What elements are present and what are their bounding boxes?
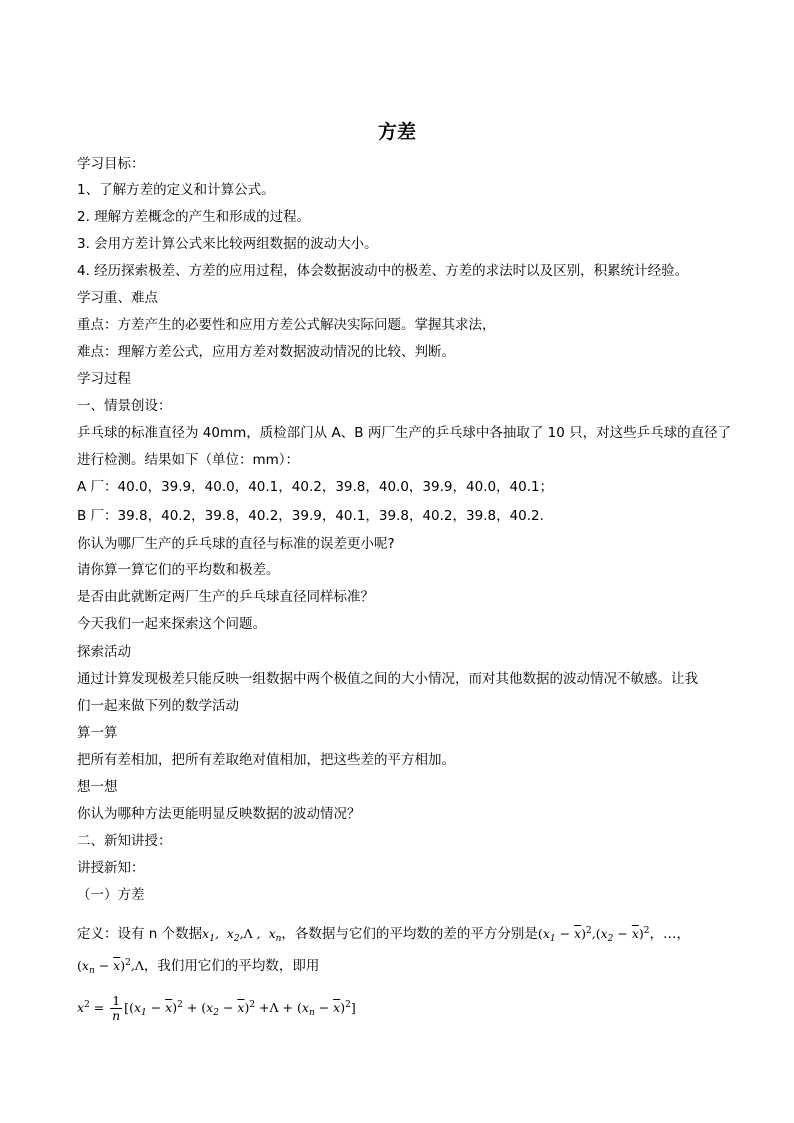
text-line: 通过计算发现极差只能反映一组数据中两个极值之间的大小情况，而对其他数据的波动情况不敏感。让我 <box>77 671 698 687</box>
definition-text-2: ，各数据与它们的平均数的差的平方分别是 <box>281 926 538 942</box>
subsection-heading: （一）方差 <box>77 887 145 903</box>
definition-text-3: ，…， <box>649 926 690 942</box>
page-title: 方差 <box>377 121 416 143</box>
section-heading: 二、新知讲授： <box>77 833 172 849</box>
data-line-a: A 厂：40.0，39.9，40.0，40.1，40.2，39.8，40.0，39.9，40.0，40.1； <box>77 479 554 495</box>
text-line: 乒乓球的标准直径为 40mm，质检部门从 A、B 两厂生产的乒乓球中各抽取了 10 只，对这些乒乓球的直径了 <box>77 425 732 441</box>
fraction-one-over-n: $\frac{1}{n}$ <box>112 993 121 1023</box>
text-line: 难点：理解方差公式，应用方差对数据波动情况的比较、判断。 <box>77 344 455 360</box>
text-line: 重点：方差产生的必要性和应用方差公式解决实际问题。掌握其求法， <box>77 317 496 333</box>
math-data-list: $x_1$, $x_2,\Lambda$ , $x_n$ <box>202 926 282 944</box>
math-variance-formula: $x^2$ = $\frac{1}{n}$ $[(x_1 - \overline{x})^2 + (x_2 - \overline{x})^2 +\Lambda + (x_n - \overline{x})^2]$ <box>77 993 356 1023</box>
math-last-diff: $(x_n - \overline{x})^2,\Lambda$ <box>77 958 144 976</box>
definition-text-4: ，我们用它们的平均数，即用 <box>143 958 320 974</box>
text-line: 3. 会用方差计算公式来比较两组数据的波动大小。 <box>77 236 378 252</box>
text-line: 4. 经历探索极差、方差的应用过程，体会数据波动中的极差、方差的求法时以及区别，积累统计经验。 <box>77 263 689 279</box>
variance-formula <box>77 994 727 1034</box>
text-line: 今天我们一起来探索这个问题。 <box>77 616 266 632</box>
section-heading: 学习过程 <box>77 371 131 387</box>
text-line: 是否由此就断定两厂生产的乒乓球直径同样标准？ <box>77 589 374 605</box>
text-line: 进行检测。结果如下（单位：mm）： <box>77 452 300 468</box>
text-line: 你认为哪厂生产的乒乓球的直径与标准的误差更小呢? <box>77 536 395 552</box>
section-heading: 想一想 <box>77 779 118 795</box>
text-line: 2. 理解方差概念的产生和形成的过程。 <box>77 209 311 225</box>
section-heading: 探索活动 <box>77 644 131 660</box>
math-squared-diffs: $(x_1 - \overline{x})^2,(x_2 - \overline{x})^2$ <box>537 926 650 944</box>
definition-line <box>77 925 727 943</box>
section-heading: 一、情景创设： <box>77 398 172 414</box>
data-line-b: B 厂：39.8，40.2，39.8，40.2，39.9，40.1，39.8，40.2，39.8，40.2. <box>77 508 544 524</box>
text-line: 把所有差相加，把所有差取绝对值相加，把这些差的平方相加。 <box>77 752 455 768</box>
text-line: 1、了解方差的定义和计算公式。 <box>77 182 275 198</box>
definition-text-1: 定义：设有 n 个数据 <box>77 926 203 942</box>
text-line: 你认为哪种方法更能明显反映数据的波动情况？ <box>77 806 361 822</box>
section-heading: 算一算 <box>77 725 118 741</box>
text-line: 请你算一算它们的平均数和极差。 <box>77 562 280 578</box>
text-line: 讲授新知： <box>77 860 145 876</box>
text-line: 们一起来做下列的数学活动 <box>77 698 239 714</box>
definition-line-2 <box>77 957 727 975</box>
section-heading: 学习重、难点 <box>77 290 158 306</box>
text-line: 学习目标： <box>77 156 145 172</box>
